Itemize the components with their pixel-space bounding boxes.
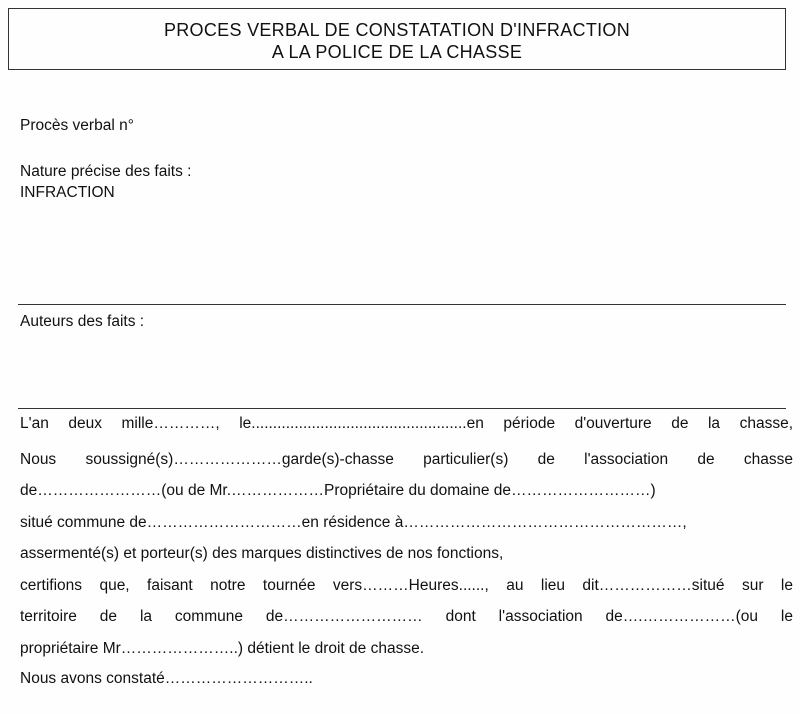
body-line-4: situé commune de…………………………en résidence à………………………………………………, bbox=[20, 513, 687, 531]
nature-value: INFRACTION bbox=[20, 184, 115, 201]
constat-line: Nous avons constaté……………………….. bbox=[20, 670, 313, 687]
document-title-line-1: PROCES VERBAL DE CONSTATATION D'INFRACTION bbox=[163, 20, 631, 40]
nature-label: Nature précise des faits : bbox=[20, 163, 192, 180]
title-box bbox=[8, 8, 786, 70]
pv-number-label: Procès verbal n° bbox=[20, 117, 134, 134]
body-line-8: propriétaire Mr…………………..) détient le droit de chasse. bbox=[20, 639, 424, 657]
auteurs-label: Auteurs des faits : bbox=[20, 313, 145, 330]
body-line-3: de……………………(ou de Mr.………………Propriétaire du domaine de………………………) bbox=[20, 482, 656, 499]
divider-nature bbox=[18, 304, 786, 305]
body-line-7: territoire de la commune de……………………… dont l'association de….………………(ou le bbox=[20, 608, 793, 625]
body-line-2: Nous soussigné(s)…………………garde(s)-chasse particulier(s) de l'association de chasse bbox=[20, 450, 793, 468]
body-line-5: assermenté(s) et porteur(s) des marques distinctives de nos fonctions, bbox=[20, 545, 504, 562]
body-line-6: certifions que, faisant notre tournée vers………Heures......, au lieu dit………………situé sur le bbox=[20, 576, 793, 594]
body-line-1: L'an deux mille…………, le..................................................en période d'ouverture de la chasse, bbox=[20, 415, 793, 432]
document-title-line-2: A LA POLICE DE LA CHASSE bbox=[271, 42, 523, 62]
declaration-body bbox=[20, 408, 793, 664]
